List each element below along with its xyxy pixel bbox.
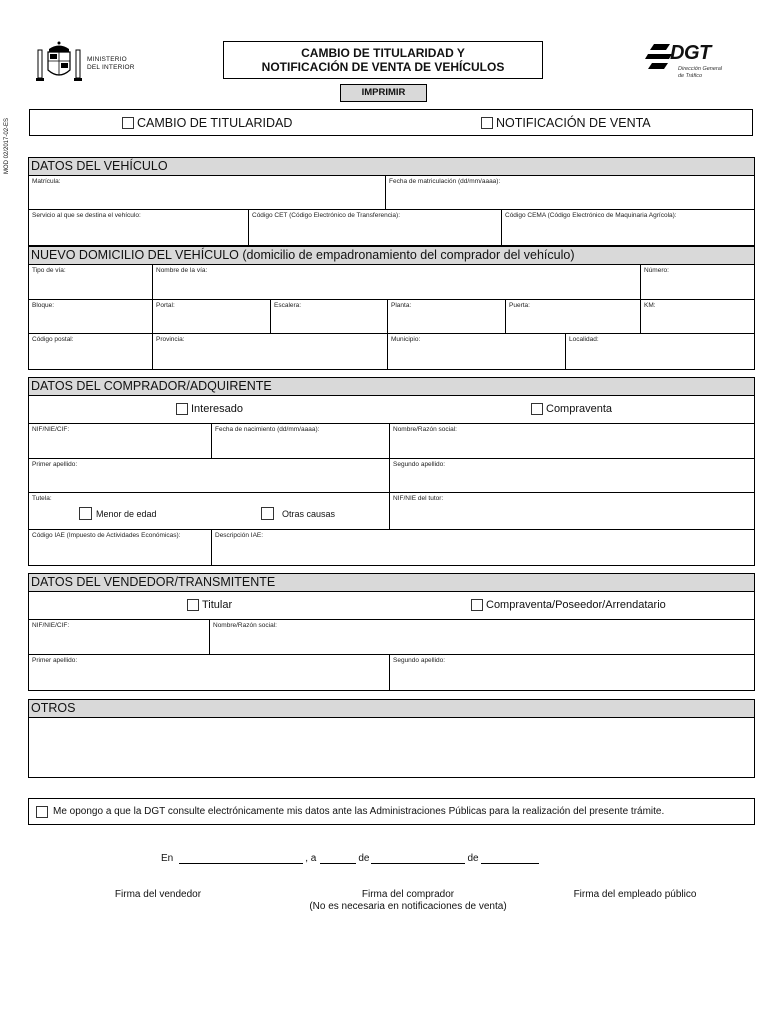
codigo-iae-label: Código IAE (Impuesto de Actividades Económicas): xyxy=(32,532,181,539)
menor-edad-label: Menor de edad xyxy=(96,508,157,519)
cambio-titularidad-checkbox[interactable] xyxy=(122,117,134,129)
tutela-field xyxy=(29,493,390,529)
comprador-primer-apellido-field[interactable] xyxy=(29,459,390,492)
section-vehiculo xyxy=(28,157,755,246)
consent-checkbox[interactable] xyxy=(36,806,48,818)
fecha-matriculacion-field[interactable] xyxy=(386,176,754,209)
section-comprador xyxy=(28,377,755,566)
tutela-label: Tutela: xyxy=(32,495,52,502)
year-field[interactable] xyxy=(481,853,539,864)
signature-vendedor xyxy=(98,889,218,901)
ministry-logo xyxy=(34,40,154,84)
option-compraventa-comprador[interactable] xyxy=(531,403,612,415)
ministry-line-2: DEL INTERIOR xyxy=(87,63,135,71)
section-domicilio xyxy=(28,246,755,370)
place-de-label-1: de xyxy=(358,853,370,864)
dgt-wordmark: DGT xyxy=(670,42,711,64)
consent-label: Me opongo a que la DGT consulte electrónicamente mis datos ante las Administraciones Públicas para la realización del presente trámite. xyxy=(53,806,665,817)
compraventa-comprador-label: Compraventa xyxy=(546,403,613,415)
fecha-matriculacion-label: Fecha de matriculación (dd/mm/aaaa): xyxy=(389,178,501,185)
notificacion-venta-checkbox[interactable] xyxy=(481,117,493,129)
signature-empleado xyxy=(560,889,710,901)
option-menor-edad[interactable] xyxy=(79,507,157,520)
section-vehiculo-title: DATOS DEL VEHÍCULO xyxy=(29,158,754,176)
nombre-via-field[interactable] xyxy=(153,265,641,299)
matricula-label: Matrícula: xyxy=(32,178,61,185)
title-line-1: CAMBIO DE TITULARIDAD Y xyxy=(301,46,465,60)
section-vendedor xyxy=(28,573,755,691)
place-en-label: En xyxy=(161,853,174,864)
localidad-field[interactable] xyxy=(566,334,754,369)
portal-field[interactable] xyxy=(153,300,271,333)
comprador-primer-apellido-label: Primer apellido: xyxy=(32,461,78,468)
municipio-field[interactable] xyxy=(388,334,566,369)
day-field[interactable] xyxy=(320,853,356,864)
km-field[interactable] xyxy=(641,300,754,333)
procedure-type-box xyxy=(29,109,753,136)
otras-causas-label: Otras causas xyxy=(282,508,336,519)
portal-label: Portal: xyxy=(156,302,175,309)
place-date-line xyxy=(161,853,541,864)
dgt-sub-line-2: de Tráfico xyxy=(678,72,703,79)
matricula-field[interactable] xyxy=(29,176,386,209)
option-otras-causas[interactable] xyxy=(261,507,335,520)
signature-vendedor-label: Firma del vendedor xyxy=(114,889,202,900)
comprador-segundo-apellido-field[interactable] xyxy=(390,459,754,492)
bloque-label: Bloque: xyxy=(32,302,55,309)
consent-option[interactable] xyxy=(28,798,755,825)
compraventa-comprador-checkbox[interactable] xyxy=(531,403,543,415)
print-button[interactable]: IMPRIMIR xyxy=(340,84,427,102)
dgt-subtitle xyxy=(678,66,722,79)
section-otros-title: OTROS xyxy=(29,700,754,718)
nif-tutor-label: NIF/NIE del tutor: xyxy=(393,495,444,502)
vendedor-nombre-label: Nombre/Razón social: xyxy=(213,622,277,629)
ministry-line-1: MINISTERIO xyxy=(87,56,127,63)
option-interesado[interactable] xyxy=(176,403,243,415)
codigo-cema-field[interactable] xyxy=(502,210,754,245)
vendedor-primer-apellido-label: Primer apellido: xyxy=(32,657,78,664)
place-de-label-2: de xyxy=(467,853,479,864)
codigo-postal-field[interactable] xyxy=(29,334,153,369)
bloque-field[interactable] xyxy=(29,300,153,333)
form-code-text: MOD 02/2017-02-ES xyxy=(4,117,10,174)
comprador-nombre-label: Nombre/Razón social: xyxy=(393,426,457,433)
vendedor-primer-apellido-field[interactable] xyxy=(29,655,390,690)
escalera-label: Escalera: xyxy=(274,302,302,309)
comprador-segundo-apellido-label: Segundo apellido: xyxy=(393,461,446,468)
localidad-label: Localidad: xyxy=(569,336,599,343)
planta-field[interactable] xyxy=(388,300,506,333)
option-titular[interactable] xyxy=(187,599,232,611)
codigo-postal-label: Código postal: xyxy=(32,336,74,343)
signature-empleado-label: Firma del empleado público xyxy=(573,889,697,900)
numero-field[interactable] xyxy=(641,265,754,299)
coat-of-arms-icon xyxy=(34,40,84,84)
comprador-nombre-field[interactable] xyxy=(390,424,754,458)
tipo-via-label: Tipo de vía: xyxy=(32,267,66,274)
codigo-cet-field[interactable] xyxy=(249,210,502,245)
codigo-cet-label: Código CET (Código Electrónico de Transferencia): xyxy=(252,212,401,219)
notificacion-venta-label: NOTIFICACIÓN DE VENTA xyxy=(496,116,651,130)
signature-comprador xyxy=(288,889,528,913)
vendedor-segundo-apellido-label: Segundo apellido: xyxy=(393,657,446,664)
interesado-label: Interesado xyxy=(191,403,243,415)
otras-causas-checkbox[interactable] xyxy=(261,507,274,520)
option-compraventa-vendedor[interactable] xyxy=(471,599,666,611)
comprador-nif-label: NIF/NIE/CIF: xyxy=(32,426,70,433)
planta-label: Planta: xyxy=(391,302,412,309)
titular-label: Titular xyxy=(202,599,233,611)
ministry-name xyxy=(87,56,135,71)
puerta-label: Puerta: xyxy=(509,302,530,309)
municipio-label: Municipio: xyxy=(391,336,421,343)
servicio-label: Servicio al que se destina el vehículo: xyxy=(32,212,141,219)
descripcion-iae-label: Descripción IAE: xyxy=(215,532,264,539)
escalera-field[interactable] xyxy=(271,300,388,333)
vendedor-nombre-field[interactable] xyxy=(210,620,754,654)
tipo-via-field[interactable] xyxy=(29,265,153,299)
place-a-label: , a xyxy=(305,853,317,864)
section-vendedor-title: DATOS DEL VENDEDOR/TRANSMITENTE xyxy=(29,574,754,592)
dgt-logo xyxy=(644,38,736,88)
option-notificacion-venta[interactable] xyxy=(481,116,651,130)
km-label: KM: xyxy=(644,302,656,309)
section-domicilio-title: NUEVO DOMICILIO DEL VEHÍCULO (domicilio de empadronamiento del comprador del vehículo) xyxy=(29,247,754,265)
codigo-iae-field[interactable] xyxy=(29,530,212,565)
title-line-2: NOTIFICACIÓN DE VENTA DE VEHÍCULOS xyxy=(261,60,505,74)
servicio-field[interactable] xyxy=(29,210,249,245)
vendedor-segundo-apellido-field[interactable] xyxy=(390,655,754,690)
nif-tutor-field[interactable] xyxy=(390,493,754,529)
form-code xyxy=(4,112,20,182)
signature-comprador-note: (No es necesaria en notificaciones de venta) xyxy=(309,901,507,912)
place-field[interactable] xyxy=(179,853,303,864)
form-title xyxy=(223,41,543,79)
fecha-nacimiento-label: Fecha de nacimiento (dd/mm/aaaa): xyxy=(215,426,320,433)
interesado-checkbox[interactable] xyxy=(176,403,188,415)
vendedor-nif-label: NIF/NIE/CIF: xyxy=(32,622,70,629)
provincia-label: Provincia: xyxy=(156,336,185,343)
otros-textarea[interactable] xyxy=(29,718,754,777)
compraventa-vendedor-checkbox[interactable] xyxy=(471,599,483,611)
codigo-cema-label: Código CEMA (Código Electrónico de Maquinaria Agrícola): xyxy=(505,212,677,219)
dgt-sub-line-1: Dirección General xyxy=(678,66,723,72)
descripcion-iae-field[interactable] xyxy=(212,530,754,565)
nombre-via-label: Nombre de la vía: xyxy=(156,267,208,274)
comprador-nif-field[interactable] xyxy=(29,424,212,458)
puerta-field[interactable] xyxy=(506,300,641,333)
fecha-nacimiento-field[interactable] xyxy=(212,424,390,458)
section-comprador-title: DATOS DEL COMPRADOR/ADQUIRENTE xyxy=(29,378,754,396)
titular-checkbox[interactable] xyxy=(187,599,199,611)
cambio-titularidad-label: CAMBIO DE TITULARIDAD xyxy=(137,116,293,130)
month-field[interactable] xyxy=(371,853,465,864)
numero-label: Número: xyxy=(644,267,669,274)
section-otros xyxy=(28,699,755,778)
compraventa-vendedor-label: Compraventa/Poseedor/Arrendatario xyxy=(486,599,666,611)
provincia-field[interactable] xyxy=(153,334,388,369)
signature-comprador-label: Firma del comprador xyxy=(361,889,455,900)
vendedor-nif-field[interactable] xyxy=(29,620,210,654)
menor-edad-checkbox[interactable] xyxy=(79,507,92,520)
option-cambio-titularidad[interactable] xyxy=(122,116,292,130)
